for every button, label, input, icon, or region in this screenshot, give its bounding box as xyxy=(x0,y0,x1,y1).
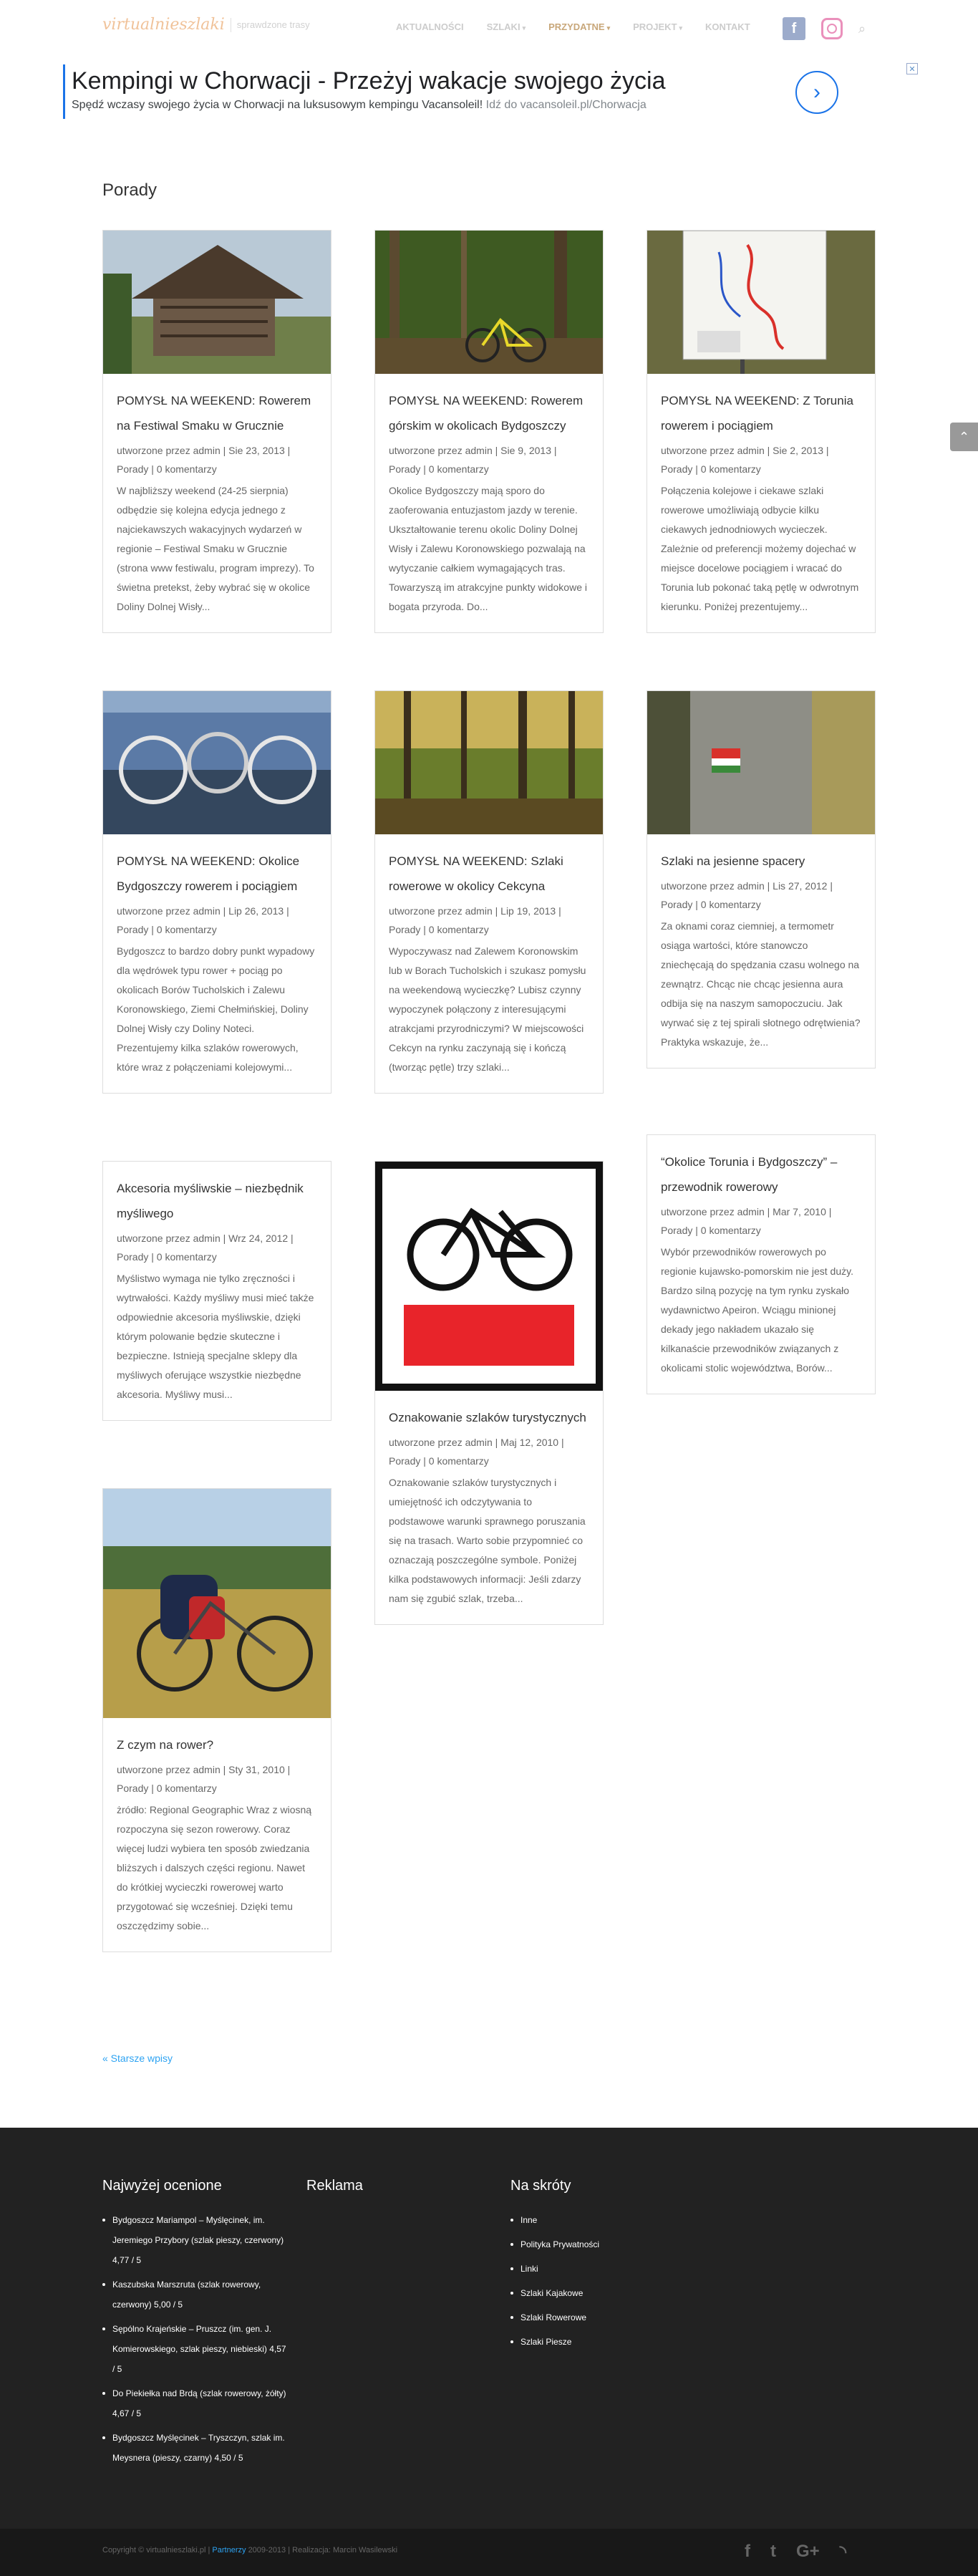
post-excerpt: Okolice Bydgoszczy mają sporo do zaoferowania entuzjastom jazdy w terenie. Ukształtowanie terenu okolic Doliny Dolnej Wisły i Zalewu Koronowskiego pozwalają na wytyczanie całkiem wymagających tras. Towarzyszą im atrakcyjne punkty widokowe i bogata przyroda. Do... xyxy=(389,485,587,612)
post-title[interactable]: Akcesoria myśliwskie – niezbędnik myśliwego xyxy=(117,1182,304,1220)
post-card xyxy=(647,230,876,633)
chevron-down-icon: ▾ xyxy=(679,24,683,32)
post-title[interactable]: POMYSŁ NA WEEKEND: Okolice Bydgoszczy rowerem i pociągiem xyxy=(117,854,300,893)
post-card xyxy=(647,1134,876,1394)
footer-social xyxy=(745,2542,846,2562)
post-card xyxy=(102,230,331,633)
footer-link[interactable]: Szlaki Rowerowe xyxy=(510,2307,697,2327)
copyright-text: Copyright © virtualnieszlaki.pl | xyxy=(102,2546,210,2555)
footer-top-rated xyxy=(102,2178,289,2472)
post-meta: utworzone przez admin | Maj 12, 2010 | Porady | 0 komentarzy xyxy=(389,1437,564,1467)
nav-item-szlaki[interactable] xyxy=(487,21,526,32)
footer-ads xyxy=(306,2178,493,2210)
post-excerpt: Wybór przewodników rowerowych po regionie kujawsko-pomorskim nie jest duży. Bardzo silną pozycję na tym rynku zyskało wydawnictwo Apeiron. Wciągu minionej dekady jego nakładem ukazało się kilkanaście przewodników związanych z okolicami stolic województwa, Borów... xyxy=(661,1246,853,1374)
nav-item-label: PRZYDATNE xyxy=(548,21,605,32)
scroll-to-top-icon[interactable]: ⌃ xyxy=(950,423,978,451)
ad-banner[interactable] xyxy=(63,63,919,120)
footer-heading: Reklama xyxy=(306,2178,363,2194)
post-card xyxy=(102,690,331,1094)
facebook-icon[interactable]: f xyxy=(783,17,805,40)
google-plus-icon[interactable]: G+ xyxy=(796,2542,820,2561)
post-excerpt: Połączenia kolejowe i ciekawe szlaki rowerowe umożliwiają odbycie kilku ciekawych jednodniowych wycieczek. Zależnie od preferencji możemy dojechać w miejsce docelowe pociągiem i wracać do Torunia lub pokonać taką pętlę w odwrotnym kierunku. Poniżej prezentujemy... xyxy=(661,485,859,612)
post-title[interactable]: POMYSŁ NA WEEKEND: Rowerem na Festiwal Smaku w Grucznie xyxy=(117,394,311,433)
ad-close-icon[interactable]: ✕ xyxy=(906,63,918,74)
post-thumbnail[interactable] xyxy=(375,691,603,834)
post-excerpt: Bydgoszcz to bardzo dobry punkt wypadowy dla wędrówek typu rower + pociąg po okolicach Borów Tucholskich i Zalewu Koronowskiego, Ziemi Chełmińskiej, Doliny Dolnej Wisły czy Doliny Noteci. Prezentujemy kilka szlaków rowerowych, które wraz z połączeniami kolejowymi... xyxy=(117,945,315,1073)
post-title[interactable]: POMYSŁ NA WEEKEND: Z Torunia rowerem i pociągiem xyxy=(661,394,853,433)
post-title[interactable]: Szlaki na jesienne spacery xyxy=(661,854,805,868)
post-meta: utworzone przez admin | Sie 9, 2013 | Porady | 0 komentarzy xyxy=(389,445,557,475)
site-logo[interactable] xyxy=(102,16,310,34)
header-social xyxy=(783,17,866,40)
post-card xyxy=(102,1161,331,1421)
post-title[interactable]: “Okolice Torunia i Bydgoszczy” – przewodnik rowerowy xyxy=(661,1155,838,1194)
main-nav xyxy=(396,21,750,32)
partners-link[interactable]: Partnerzy xyxy=(212,2546,246,2555)
instagram-icon[interactable] xyxy=(821,18,843,39)
ad-url[interactable]: Idź do vacansoleil.pl/Chorwacja xyxy=(485,99,647,111)
copyright xyxy=(102,2546,397,2555)
post-card xyxy=(374,1161,604,1625)
post-excerpt: Za oknami coraz ciemniej, a termometr osiąga wartości, które stanowczo zniechęcają do spędzania czasu wolnego na zewnątrz. Chcąc nie chcąc jesienna aura odbija się na naszym samopoczuciu. Jak wyrwać się z tej spirali słotnego odrętwienia? Praktyka wskazuje, że... xyxy=(661,920,861,1048)
footer-heading: Najwyżej ocenione xyxy=(102,2178,222,2194)
post-excerpt: Myślistwo wymaga nie tylko zręczności i wytrwałości. Każdy myśliwy musi mieć także odpowiednie akcesoria myśliwskie, dzięki którym polowanie będzie skuteczne i bezpieczne. Istnieją specjalne sklepy dla myśliwych oferujące wszystkie niezbędne akcesoria. Myśliwy musi... xyxy=(117,1273,314,1400)
facebook-icon[interactable]: f xyxy=(745,2542,750,2561)
post-thumbnail[interactable] xyxy=(103,231,331,374)
nav-item-kontakt[interactable]: KONTAKT xyxy=(705,21,750,32)
post-thumbnail[interactable] xyxy=(103,1489,331,1718)
ad-description-text: Spędź wczasy swojego życia w Chorwacji na luksusowym kempingu Vacansoleil! xyxy=(72,99,483,111)
ad-accent-bar xyxy=(63,64,65,119)
footer-link[interactable]: Inne xyxy=(510,2210,697,2230)
footer-link[interactable]: Kaszubska Marszruta (szlak rowerowy, czerwony) 5,00 / 5 xyxy=(102,2274,289,2315)
nav-item-aktualnosci[interactable]: AKTUALNOŚCI xyxy=(396,21,464,32)
rss-icon[interactable]: ◝ xyxy=(839,2542,846,2562)
post-thumbnail[interactable] xyxy=(375,1162,603,1391)
post-card xyxy=(647,690,876,1068)
footer-link[interactable]: Linki xyxy=(510,2259,697,2279)
post-meta: utworzone przez admin | Lip 26, 2013 | Porady | 0 komentarzy xyxy=(117,905,289,935)
footer-link[interactable]: Szlaki Kajakowe xyxy=(510,2283,697,2303)
nav-item-projekt[interactable] xyxy=(633,21,682,32)
footer-link[interactable]: Polityka Prywatności xyxy=(510,2234,697,2254)
post-thumbnail[interactable] xyxy=(647,691,875,834)
post-thumbnail[interactable] xyxy=(103,691,331,834)
nav-item-label: SZLAKI xyxy=(486,21,521,32)
post-excerpt: W najbliższy weekend (24-25 sierpnia) odbędzie się kolejna edycja jednego z najciekawszych wakacyjnych wydarzeń w regionie – Festiwal Smaku w Grucznie (strona www festiwalu, program imprezy). To świetna pretekst, żeby wybrać się w okolice Doliny Dolnej Wisły... xyxy=(117,485,314,612)
footer-link[interactable]: Bydgoszcz Myślęcinek – Tryszczyn, szlak im. Meysnera (pieszy, czarny) 4,50 / 5 xyxy=(102,2428,289,2468)
post-meta: utworzone przez admin | Sty 31, 2010 | Porady | 0 komentarzy xyxy=(117,1764,291,1794)
page-title: Porady xyxy=(102,180,158,200)
site-header xyxy=(0,0,978,57)
footer-shortcuts xyxy=(510,2178,697,2356)
footer-heading: Na skróty xyxy=(510,2178,571,2194)
post-meta: utworzone przez admin | Lis 27, 2012 | Porady | 0 komentarzy xyxy=(661,880,833,910)
post-thumbnail[interactable] xyxy=(375,231,603,374)
post-title[interactable]: Z czym na rower? xyxy=(117,1738,214,1752)
copyright-credit: 2009-2013 | Realizacja: Marcin Wasilewski xyxy=(248,2546,398,2555)
post-card xyxy=(374,690,604,1094)
footer-link[interactable]: Szlaki Piesze xyxy=(510,2332,697,2352)
logo-text: virtualnieszlaki xyxy=(102,16,225,34)
footer-link[interactable]: Bydgoszcz Mariampol – Myślęcinek, im. Jeremiego Przybory (szlak pieszy, czerwony) 4,77 / 5 xyxy=(102,2210,289,2270)
post-meta: utworzone przez admin | Lip 19, 2013 | Porady | 0 komentarzy xyxy=(389,905,561,935)
site-footer xyxy=(0,2128,978,2529)
post-meta: utworzone przez admin | Sie 23, 2013 | Porady | 0 komentarzy xyxy=(117,445,291,475)
post-thumbnail[interactable] xyxy=(647,231,875,374)
post-excerpt: Wypoczywasz nad Zalewem Koronowskim lub w Borach Tucholskich i szukasz pomysłu na weekendową wycieczkę? Lubisz czynny wypoczynek połączony z interesującymi atrakcjami przyrodniczymi? W miejscowości Cekcyn na rynku zaczynają się i kończą (tworząc pętle) trzy szlaki... xyxy=(389,945,586,1073)
footer-link[interactable]: Do Piekiełka nad Brdą (szlak rowerowy, żółty) 4,67 / 5 xyxy=(102,2383,289,2423)
ad-description xyxy=(72,99,647,112)
post-title[interactable]: POMYSŁ NA WEEKEND: Rowerem górskim w okolicach Bydgoszczy xyxy=(389,394,584,433)
twitter-icon[interactable]: t xyxy=(770,2542,776,2561)
post-meta: utworzone przez admin | Wrz 24, 2012 | Porady | 0 komentarzy xyxy=(117,1232,294,1263)
post-card xyxy=(374,230,604,633)
nav-item-label: PROJEKT xyxy=(633,21,677,32)
older-posts-link[interactable]: « Starsze wpisy xyxy=(102,2052,173,2064)
post-card xyxy=(102,1488,331,1952)
ad-arrow-icon[interactable]: › xyxy=(795,71,838,114)
chevron-down-icon: ▾ xyxy=(522,24,526,32)
search-icon[interactable]: ⌕ xyxy=(858,21,866,36)
post-meta: utworzone przez admin | Sie 2, 2013 | Porady | 0 komentarzy xyxy=(661,445,829,475)
post-title[interactable]: Oznakowanie szlaków turystycznych xyxy=(389,1411,586,1424)
footer-link[interactable]: Sępólno Krajeńskie – Pruszcz (im. gen. J. Komierowskiego, szlak pieszy, niebieski) 4,57 / 5 xyxy=(102,2319,289,2379)
post-excerpt: Oznakowanie szlaków turystycznych i umiejętność ich odczytywania to podstawowe warunki sprawnego poruszania się na trasach. Warto sobie przypomnieć co oznaczają poszczególne symbole. Poniżej kilka podstawowych informacji: Jeśli zdarzy nam się zgubić szlak, trzeba... xyxy=(389,1477,586,1604)
post-meta: utworzone przez admin | Mar 7, 2010 | Porady | 0 komentarzy xyxy=(661,1206,832,1236)
footer-bottom-bar xyxy=(0,2529,978,2576)
post-excerpt: żródło: Regional Geographic Wraz z wiosną rozpoczyna się sezon rowerowy. Coraz więcej ludzi wybiera ten sposób zwiedzania bliższych i dalszych części regionu. Nawet do krótkiej wycieczki rowerowej warto przygotować się wcześniej. Dzięki temu oszczędzimy sobie... xyxy=(117,1804,312,1931)
nav-item-przydatne[interactable] xyxy=(548,21,610,32)
logo-tagline: sprawdzone trasy xyxy=(236,19,310,30)
ad-title[interactable]: Kempingi w Chorwacji - Przeżyj wakacje swojego życia xyxy=(72,67,666,95)
post-title[interactable]: POMYSŁ NA WEEKEND: Szlaki rowerowe w okolicy Cekcyna xyxy=(389,854,563,893)
chevron-down-icon: ▾ xyxy=(606,24,611,32)
